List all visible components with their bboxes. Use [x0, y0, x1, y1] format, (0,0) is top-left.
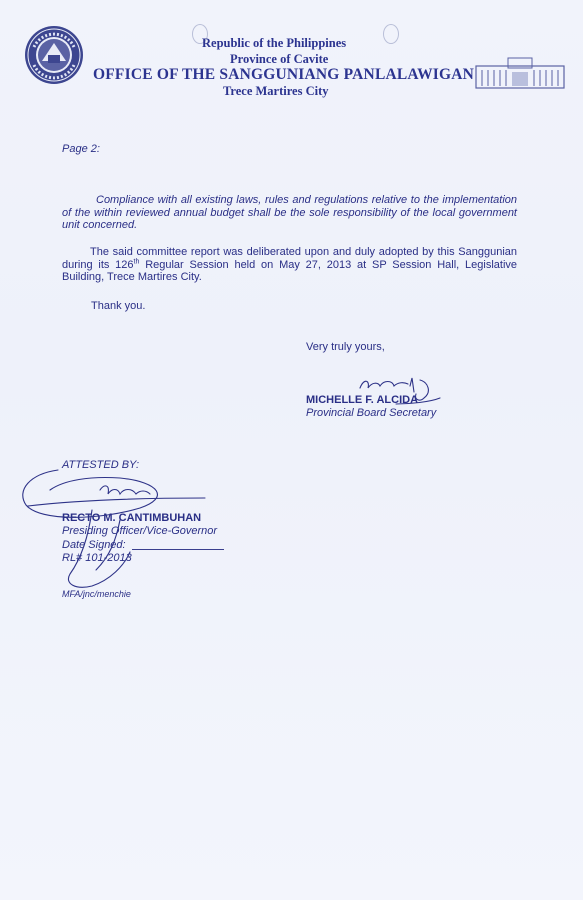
capitol-building-icon	[474, 56, 566, 90]
attesting-officer-name: RECTO M. CANTIMBUHAN	[62, 512, 202, 524]
ordinal-suffix: th	[133, 257, 140, 265]
date-signed-label: Date Signed:	[62, 539, 126, 551]
attested-label: ATTESTED BY:	[62, 459, 140, 471]
letterhead-office: OFFICE OF THE SANGGUNIANG PANLALAWIGAN	[93, 66, 475, 83]
page-number-label: Page 2:	[62, 143, 100, 155]
thank-you-line: Thank you.	[91, 300, 146, 312]
letterhead-city: Trece Martires City	[223, 84, 329, 98]
punch-hole-right	[383, 24, 399, 44]
signatory-name: MICHELLE F. ALCIDA	[306, 394, 419, 406]
signatory-title: Provincial Board Secretary	[306, 407, 437, 419]
adoption-text-part2: Regular Session held on May 27, 2013 at SP Session Hall, Legislative Building, Trece Martires City.	[62, 258, 518, 283]
compliance-text: Compliance with all existing laws, rules and regulations relative to the implementation of the within reviewed annual budget shall be the sole responsibility of the local government unit concerned.	[62, 194, 517, 231]
reference-initials: MFA/jnc/menchie	[62, 589, 131, 599]
letterhead-country: Republic of the Philippines	[202, 36, 347, 50]
letterhead-province: Province of Cavite	[230, 52, 329, 66]
provincial-seal-icon	[24, 25, 84, 85]
compliance-paragraph	[62, 194, 517, 232]
reference-number: RL# 101-2013	[62, 552, 132, 564]
adoption-text-part1: The said committee report was deliberated upon and duly adopted by this Sanggunian during its 126	[62, 246, 517, 271]
attesting-officer-title: Presiding Officer/Vice-Governor	[62, 525, 218, 537]
closing-line: Very truly yours,	[306, 341, 385, 353]
date-signed-line	[132, 549, 224, 550]
adoption-paragraph	[62, 246, 517, 284]
